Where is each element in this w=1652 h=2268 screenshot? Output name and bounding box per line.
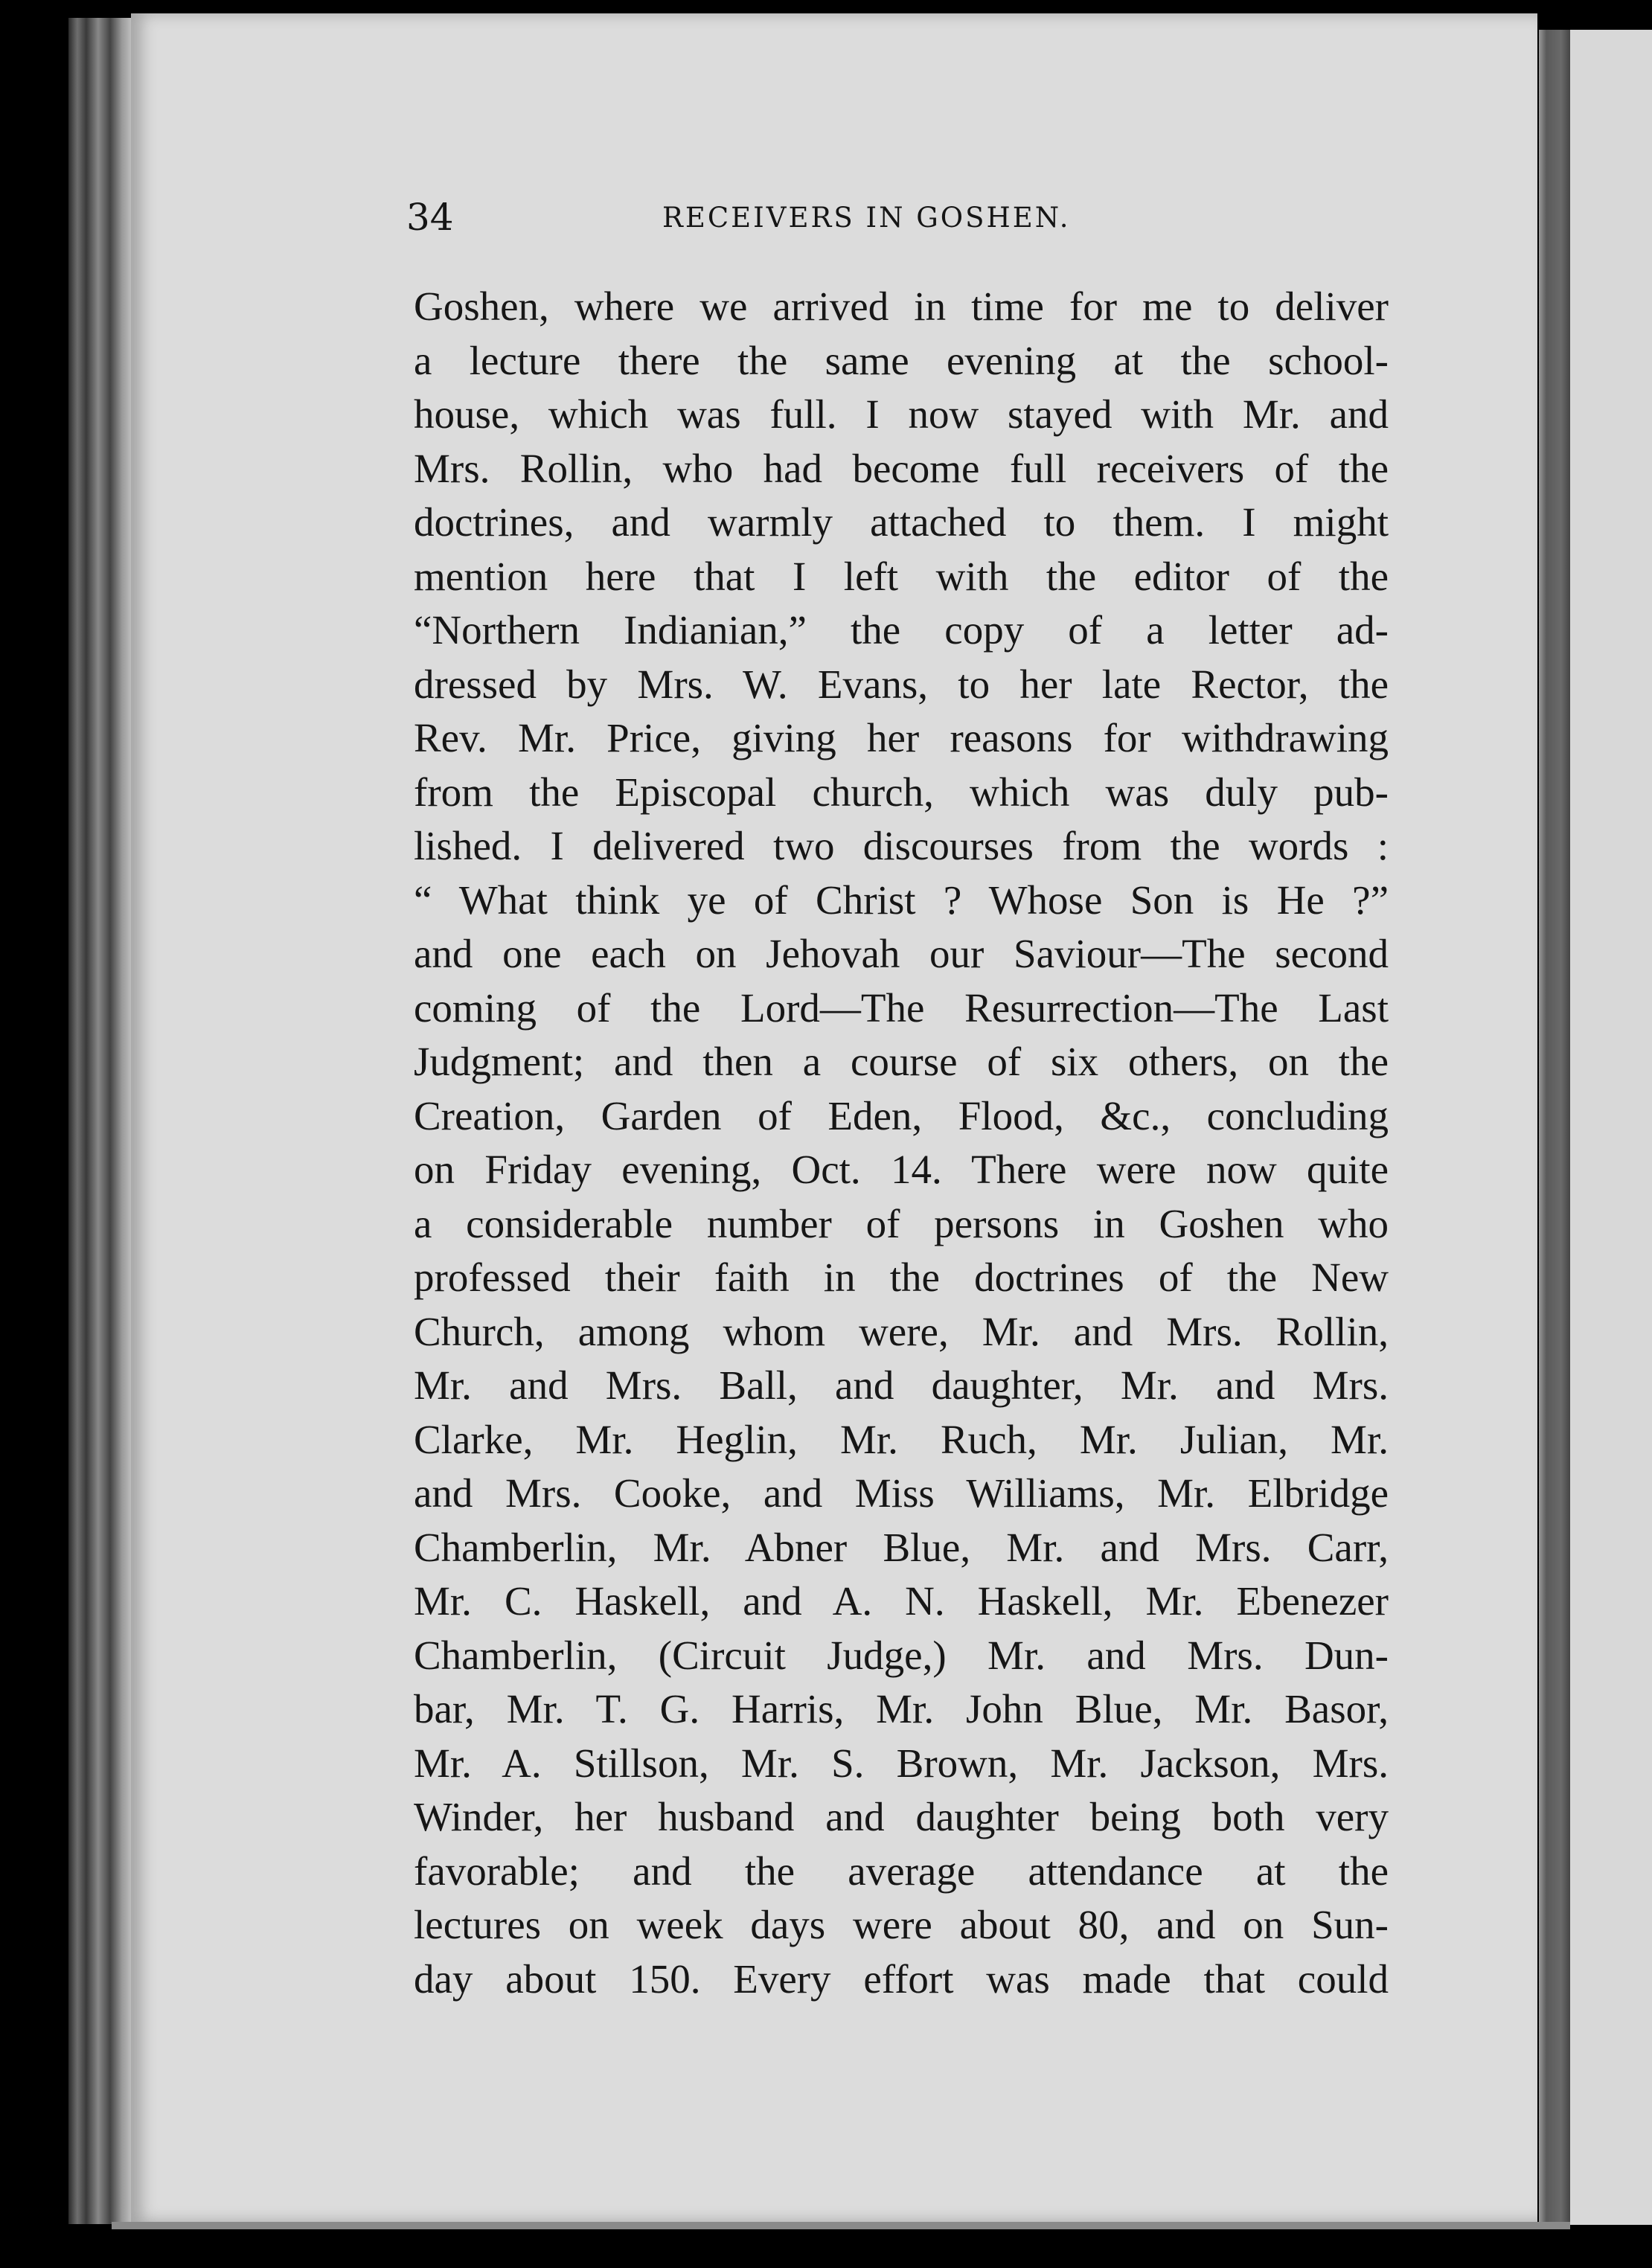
text-line: bar, Mr. T. G. Harris, Mr. John Blue, Mr. Basor, [414,1686,1389,1732]
text-line: Clarke, Mr. Heglin, Mr. Ruch, Mr. Julian, Mr. [414,1416,1389,1462]
text-line: “ What think ye of Christ ? Whose Son is He ?” [414,877,1389,923]
text-line: “Northern Indianian,” the copy of a letter ad- [414,607,1389,653]
text-line: Judgment; and then a course of six others, on the [414,1039,1389,1084]
text-line: a considerable number of persons in Goshen who [414,1200,1389,1246]
text-line: Creation, Garden of Eden, Flood, &c., concluding [414,1092,1389,1138]
text-line: Mr. A. Stillson, Mr. S. Brown, Mr. Jackson, Mrs. [414,1740,1389,1786]
text-line: Mr. and Mrs. Ball, and daughter, Mr. and Mrs. [414,1362,1389,1408]
text-line: a lecture there the same evening at the school- [414,337,1389,383]
text-line: lished. I delivered two discourses from the words : [414,823,1389,868]
text-line: Mrs. Rollin, who had become full receivers of the [414,445,1389,491]
page-bottom-edge [112,2222,1570,2229]
text-line: doctrines, and warmly attached to them. I might [414,499,1389,545]
book-spine-edge [68,18,135,2224]
text-line: Chamberlin, (Circuit Judge,) Mr. and Mrs. Dun- [414,1632,1389,1678]
text-line: Winder, her husband and daughter being both very [414,1794,1389,1839]
text-line: and one each on Jehovah our Saviour—The second [414,931,1389,976]
text-line: Mr. C. Haskell, and A. N. Haskell, Mr. Ebenezer [414,1578,1389,1624]
text-line: professed their faith in the doctrines of the New [414,1255,1389,1300]
text-line: Chamberlin, Mr. Abner Blue, Mr. and Mrs. Carr, [414,1524,1389,1570]
text-line: and Mrs. Cooke, and Miss Williams, Mr. Elbridge [414,1470,1389,1516]
text-line: Goshen, where we arrived in time for me to deliver [414,284,1389,329]
page-number: 34 [406,196,454,239]
text-line: dressed by Mrs. W. Evans, to her late Rector, the [414,661,1389,707]
text-line: day about 150. Every effort was made that could [414,1955,1389,2002]
text-line: favorable; and the average attendance at the [414,1848,1389,1894]
text-line: Church, among whom were, Mr. and Mrs. Rollin, [414,1308,1389,1354]
text-line: Rev. Mr. Price, giving her reasons for withdrawing [414,715,1389,760]
text-line: coming of the Lord—The Resurrection—The Last [414,984,1389,1031]
body-text [414,280,1389,2006]
text-line: mention here that I left with the editor of the [414,553,1389,599]
text-line: house, which was full. I now stayed with Mr. and [414,391,1389,437]
text-line: lectures on week days were about 80, and on Sun- [414,1902,1389,1947]
facing-page-edge [1570,30,1652,2225]
running-head [406,195,1478,240]
text-line: from the Episcopal church, which was duly pub- [414,769,1389,815]
text-line: on Friday evening, Oct. 14. There were now quite [414,1147,1389,1192]
page-gutter [1539,30,1570,2225]
running-head-title: RECEIVERS IN GOSHEN. [662,202,1071,234]
